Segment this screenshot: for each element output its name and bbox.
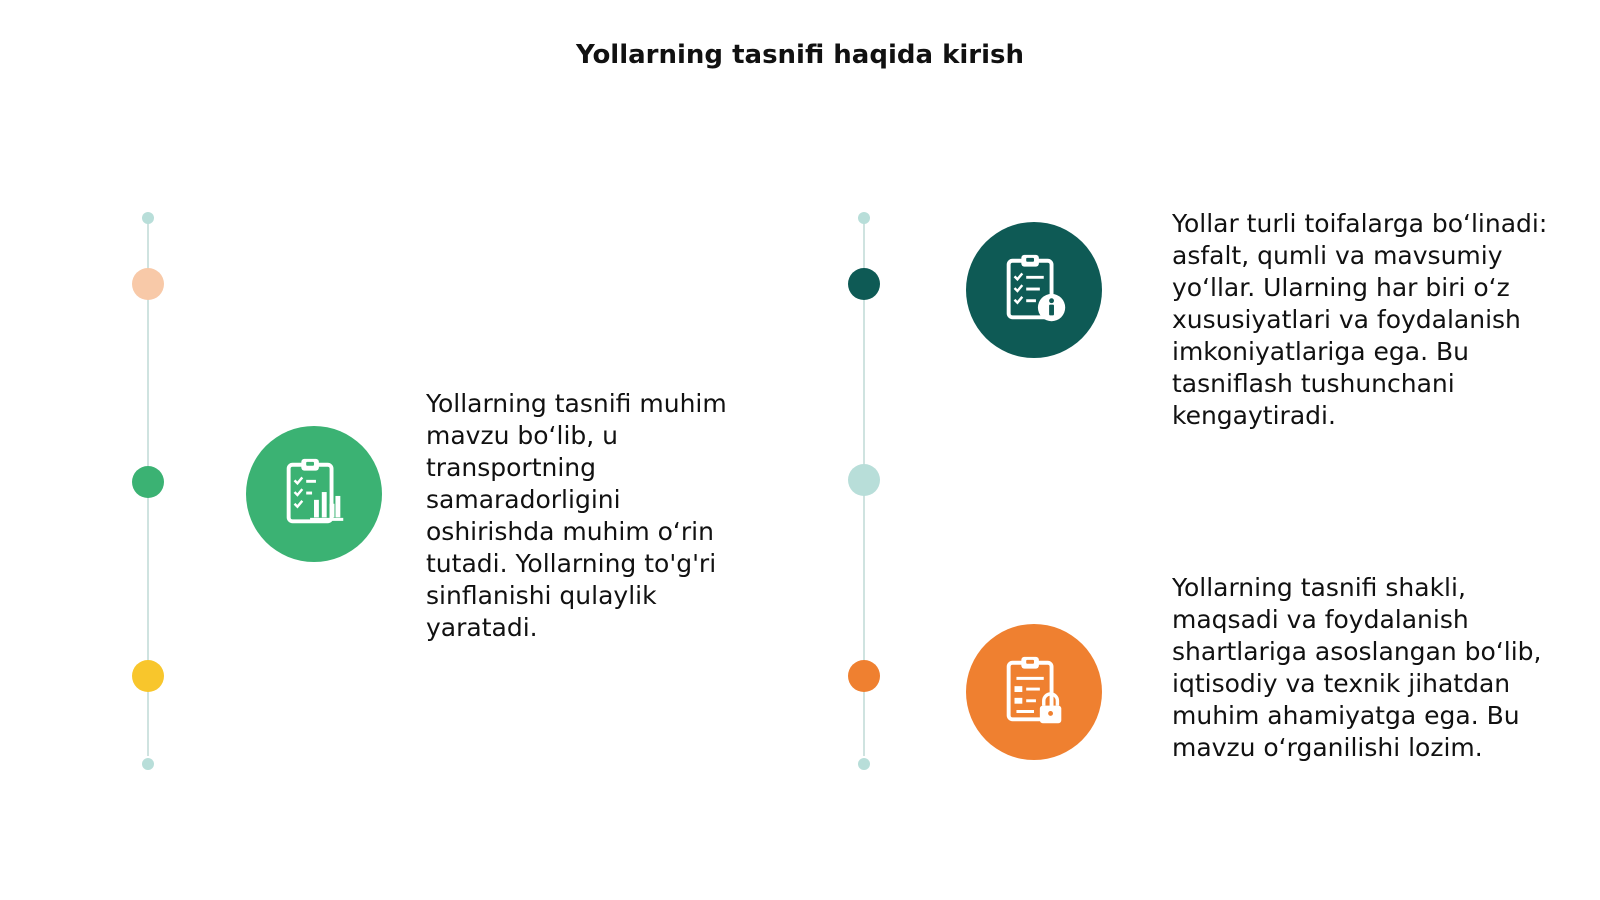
timeline-left-end-dot xyxy=(142,758,154,770)
timeline-left-dot-2 xyxy=(132,466,164,498)
timeline-left-dot-3 xyxy=(132,660,164,692)
timeline-right-start-dot xyxy=(858,212,870,224)
clipboard-chart-icon xyxy=(246,426,382,562)
clipboard-info-icon-graphic xyxy=(995,251,1073,329)
timeline-left-dot-1 xyxy=(132,268,164,300)
timeline-right-end-dot xyxy=(858,758,870,770)
timeline-right-dot-3 xyxy=(848,660,880,692)
timeline-left xyxy=(132,212,164,770)
item-2-text: Yollar turli toifalarga bo‘linadi: asfalt, qumli va mavsumiy yo‘llar. Ularning har biri o‘z xususiyatlari va foydalanish imkoniyatlariga ega. Bu tasniflash tushunchani kengaytiradi. xyxy=(1172,209,1548,430)
timeline-right-dot-1 xyxy=(848,268,880,300)
clipboard-chart-icon-graphic xyxy=(275,455,353,533)
timeline-left-start-dot xyxy=(142,212,154,224)
item-1-text: Yollarning tasnifi muhim mavzu bo‘lib, u transportning samaradorligini oshirishda muhim o‘rin tutadi. Yollarning to'g'ri sinflanishi qulaylik yaratadi. xyxy=(426,389,727,642)
item-3-text: Yollarning tasnifi shakli, maqsadi va foydalanish shartlariga asoslangan bo‘lib, iqtisodiy va texnik jihatdan muhim ahamiyatga ega. Bu mavzu o‘rganilishi lozim. xyxy=(1172,573,1542,762)
clipboard-info-icon xyxy=(966,222,1102,358)
clipboard-lock-icon-graphic xyxy=(995,653,1073,731)
page-title: Yollarning tasnifi haqida kirish xyxy=(576,40,1024,70)
clipboard-lock-icon xyxy=(966,624,1102,760)
timeline-right-dot-2 xyxy=(848,464,880,496)
timeline-right xyxy=(848,212,880,770)
